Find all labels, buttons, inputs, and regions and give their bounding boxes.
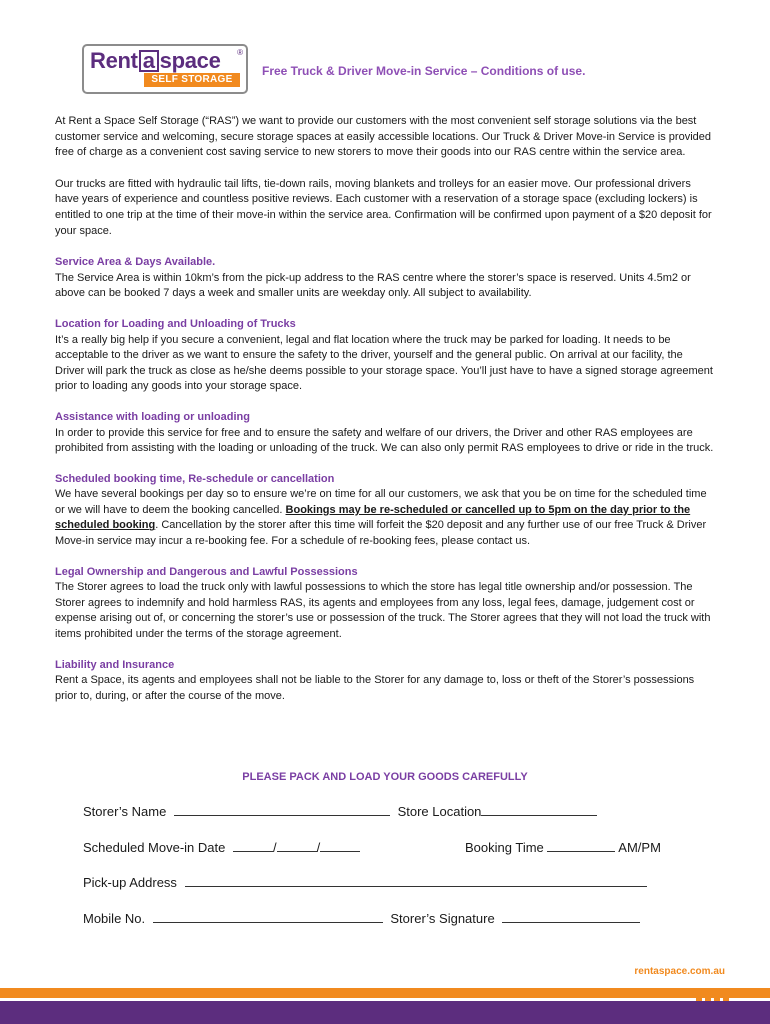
intro-paragraph-2: Our trucks are fitted with hydraulic tail lifts, tie-down rails, moving blankets and trolleys for an easier move. Our professional drivers have years of experience and countless positive reviews. Each customer with a reservation of a storage space (excluding lockers) is entitled to one trip at the time of their move-in within the service area. Confirmation will be confirmed upon payment of a $20 deposit for your space. (55, 177, 712, 237)
form-row-date (83, 839, 683, 855)
move-in-date-label: Scheduled Move-in Date (83, 840, 226, 855)
booking-time-field[interactable] (547, 839, 615, 852)
section-legal-ownership (55, 565, 715, 643)
section-text: The Storer agrees to load the truck only with lawful possessions to which the store has legal title ownership and/or possession. The Storer agrees to indemnify and hold harmless RAS, its agents and employees from any loss, legal fees, damage, judgement cost or expense arising out of, or concerning the storer’s use or possession of the truck. The Storer agrees that they will not load the truck with items prohibited under the terms of the storage agreement. (55, 581, 711, 641)
date-separator: / (272, 840, 277, 855)
page-title: Free Truck & Driver Move-in Service – Conditions of use. (262, 64, 586, 78)
section-assistance (55, 410, 715, 457)
pickup-address-label: Pick-up Address (83, 875, 177, 890)
storer-name-field[interactable] (174, 803, 390, 816)
booking-time-group (465, 839, 661, 855)
date-separator: / (316, 840, 321, 855)
company-logo (82, 44, 248, 94)
section-text: In order to provide this service for free and to ensure the safety and welfare of our drivers, the Driver and other RAS employees are prohibited from assisting with the loading or unloading of the truck. We can also only permit RAS employees to drive or ride in the truck. (55, 426, 714, 455)
form-row-name (83, 803, 597, 819)
footer-tick-marks (696, 990, 732, 996)
storer-name-label: Storer’s Name (83, 804, 167, 819)
pickup-address-field[interactable] (185, 874, 647, 887)
section-heading: Service Area & Days Available. (55, 256, 216, 269)
store-location-field[interactable] (481, 803, 597, 816)
form-row-mobile (83, 910, 640, 926)
footer-purple-bar (0, 1001, 770, 1024)
move-in-day-field[interactable] (233, 839, 273, 852)
section-location (55, 317, 715, 395)
store-location-label: Store Location (397, 804, 482, 819)
section-liability (55, 658, 715, 705)
signature-field[interactable] (502, 910, 640, 923)
pack-notice: PLEASE PACK AND LOAD YOUR GOODS CAREFULLY (242, 771, 528, 783)
form-row-address (83, 874, 647, 890)
section-text (55, 487, 715, 549)
section-text-after: . Cancellation by the storer after this time will forfeit the $20 deposit and any further use of our free Truck & Driver Move-in service may incur a re-booking fee. For a schedule of re-booking fees, please contact us. (55, 519, 707, 548)
logo-word-space: space (159, 48, 221, 73)
mobile-field[interactable] (153, 910, 383, 923)
logo-wordmark (90, 48, 221, 74)
am-pm-label: AM/PM (618, 840, 661, 855)
logo-word-rent: Rent (90, 48, 138, 73)
section-service-area (55, 255, 715, 302)
section-text: Rent a Space, its agents and employees shall not be liable to the Storer for any damage to, loss or theft of the Storer’s possessions prior to, during, or after the course of the move. (55, 674, 695, 702)
footer-website: rentaspace.com.au (634, 966, 725, 977)
section-scheduled-booking (55, 472, 715, 550)
section-text: It’s a really big help if you secure a convenient, legal and flat location where the truck may be parked for loading. It needs to be acceptable to the driver as we want to ensure the safety to the driver, yourself and the general public. On arrival at our facility, the Driver will park the truck as close as he/she deems possible to your storage space. You’ll just have to have a signed storage agreement prior to loading any goods into your storage space. (55, 333, 713, 393)
section-heading: Assistance with loading or unloading (55, 410, 250, 423)
booking-time-label: Booking Time (465, 840, 544, 855)
logo-subtitle: SELF STORAGE (144, 73, 240, 87)
document-body (55, 114, 715, 719)
signature-label: Storer’s Signature (390, 911, 495, 926)
move-in-year-field[interactable] (320, 839, 360, 852)
logo-word-a: a (139, 50, 159, 72)
footer-orange-bar (0, 988, 770, 998)
section-heading: Location for Loading and Unloading of Trucks (55, 317, 296, 330)
section-text: The Service Area is within 10km’s from the pick-up address to the RAS centre where the storer’s space is reserved. Units 4.5m2 or above can be booked 7 days a week and smaller units are weekday only. All subject to availability. (55, 271, 691, 300)
section-heading: Legal Ownership and Dangerous and Lawful Possessions (55, 565, 358, 578)
move-in-month-field[interactable] (277, 839, 317, 852)
section-heading: Liability and Insurance (55, 658, 175, 671)
mobile-label: Mobile No. (83, 911, 146, 926)
section-heading: Scheduled booking time, Re-schedule or cancellation (55, 472, 335, 485)
registered-mark: ® (237, 48, 243, 57)
intro-paragraph-1: At Rent a Space Self Storage (“RAS”) we want to provide our customers with the most convenient self storage solutions via the best customer service and welcoming, secure storage spaces at easily accessible locations. Our Truck & Driver Move-in Service is provided free of charge as a convenient cost saving service to new storers to move their goods into our RAS centre within the service area. (55, 115, 711, 159)
section-text-emphasis: Bookings may be re-scheduled or cancelled up to 5pm on the day prior to the scheduled booking (55, 503, 691, 532)
section-text-before: We have several bookings per day so to ensure we’re on time for all our customers, we ask that you be on time for the scheduled time or we will have to deem the booking cancelled. (55, 488, 707, 516)
